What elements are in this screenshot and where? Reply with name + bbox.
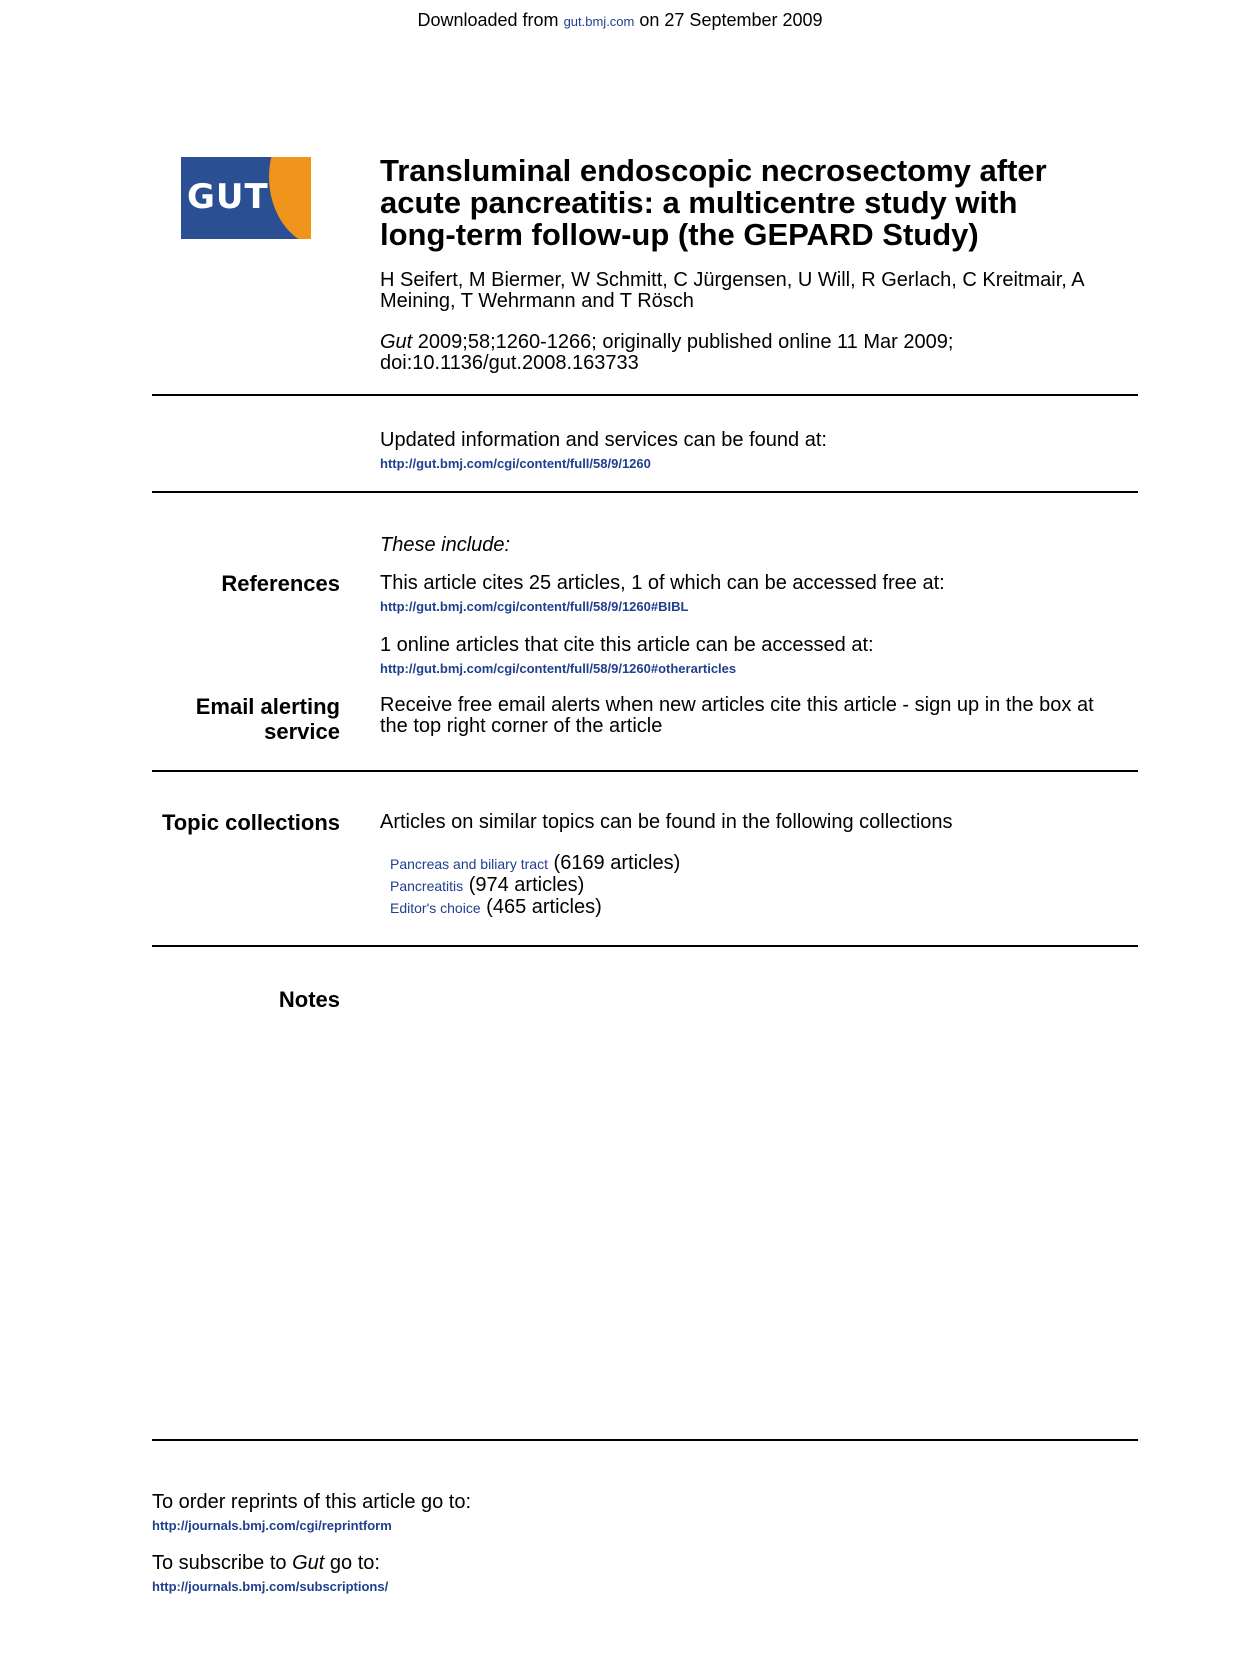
references-text: This article cites 25 articles, 1 of which can be accessed free at: <box>380 572 945 594</box>
topic-collections-label: Topic collections <box>161 810 340 835</box>
email-alert-text-line: the top right corner of the article <box>380 715 663 737</box>
references-link[interactable]: http://gut.bmj.com/cgi/content/full/58/9/1260#BIBL <box>380 599 689 614</box>
email-alert-text <box>380 695 1140 737</box>
citation-journal: Gut <box>380 331 413 353</box>
email-alert-text-line: Receive free email alerts when new articles cite this article - sign up in the box at <box>380 694 1094 716</box>
subscribe-text <box>152 1553 380 1574</box>
updated-info-text: Updated information and services can be found at: <box>380 429 827 451</box>
citing-articles-text: 1 online articles that cite this article can be accessed at: <box>380 634 874 656</box>
divider <box>152 1439 1138 1441</box>
email-alert-label-line: service <box>264 719 340 744</box>
logo-swoosh <box>269 157 311 239</box>
logo-text: GUT <box>187 177 269 217</box>
download-prefix: Downloaded from <box>417 10 559 30</box>
divider <box>152 394 1138 396</box>
collection-link[interactable]: Editor's choice <box>390 900 481 916</box>
authors-line: H Seifert, M Biermer, W Schmitt, C Jürgensen, U Will, R Gerlach, C Kreitmair, A <box>380 269 1085 291</box>
gut-logo <box>181 157 311 239</box>
title-line: long-term follow-up (the GEPARD Study) <box>380 217 979 252</box>
collection-list <box>390 853 680 919</box>
title-line: acute pancreatitis: a multicentre study with <box>380 185 1018 220</box>
subscribe-link[interactable]: http://journals.bmj.com/subscriptions/ <box>152 1579 389 1594</box>
notes-label: Notes <box>278 987 340 1012</box>
subscribe-suffix: go to: <box>324 1552 380 1574</box>
includes-intro: These include: <box>380 534 511 556</box>
collection-count: (974 articles) <box>468 874 585 896</box>
authors-line: Meining, T Wehrmann and T Rösch <box>380 290 694 312</box>
article-authors <box>380 270 1140 312</box>
citation-doi: doi:10.1136/gut.2008.163733 <box>380 352 639 374</box>
collection-count: (465 articles) <box>486 896 602 918</box>
title-line: Transluminal endoscopic necrosectomy after <box>380 153 1047 188</box>
site-link[interactable]: gut.bmj.com <box>563 14 635 29</box>
email-alert-label-line: Email alerting <box>195 694 340 719</box>
article-citation <box>380 332 1140 374</box>
email-alert-label <box>10 694 340 744</box>
divider <box>152 945 1138 947</box>
reprints-link[interactable]: http://journals.bmj.com/cgi/reprintform <box>152 1518 392 1533</box>
divider <box>152 770 1138 772</box>
citing-articles-link[interactable]: http://gut.bmj.com/cgi/content/full/58/9/1260#otherarticles <box>380 661 737 676</box>
collection-item <box>390 897 680 919</box>
updated-info-link[interactable]: http://gut.bmj.com/cgi/content/full/58/9/1260 <box>380 456 651 471</box>
collection-item <box>390 875 680 897</box>
collection-item <box>390 853 680 875</box>
subscribe-prefix: To subscribe to <box>152 1552 293 1574</box>
references-label: References <box>221 571 340 596</box>
collection-link[interactable]: Pancreas and biliary tract <box>390 856 548 872</box>
collection-link[interactable]: Pancreatitis <box>390 878 464 894</box>
collection-count: (6169 articles) <box>553 852 681 874</box>
download-notice <box>0 10 1240 31</box>
divider <box>152 491 1138 493</box>
subscribe-journal: Gut <box>292 1552 325 1574</box>
download-date: on 27 September 2009 <box>639 10 823 30</box>
topic-collections-intro: Articles on similar topics can be found in the following collections <box>380 811 953 833</box>
article-title <box>380 155 1140 251</box>
citation-details: 2009;58;1260-1266; originally published online 11 Mar 2009; <box>412 331 954 353</box>
reprints-text: To order reprints of this article go to: <box>152 1491 472 1513</box>
